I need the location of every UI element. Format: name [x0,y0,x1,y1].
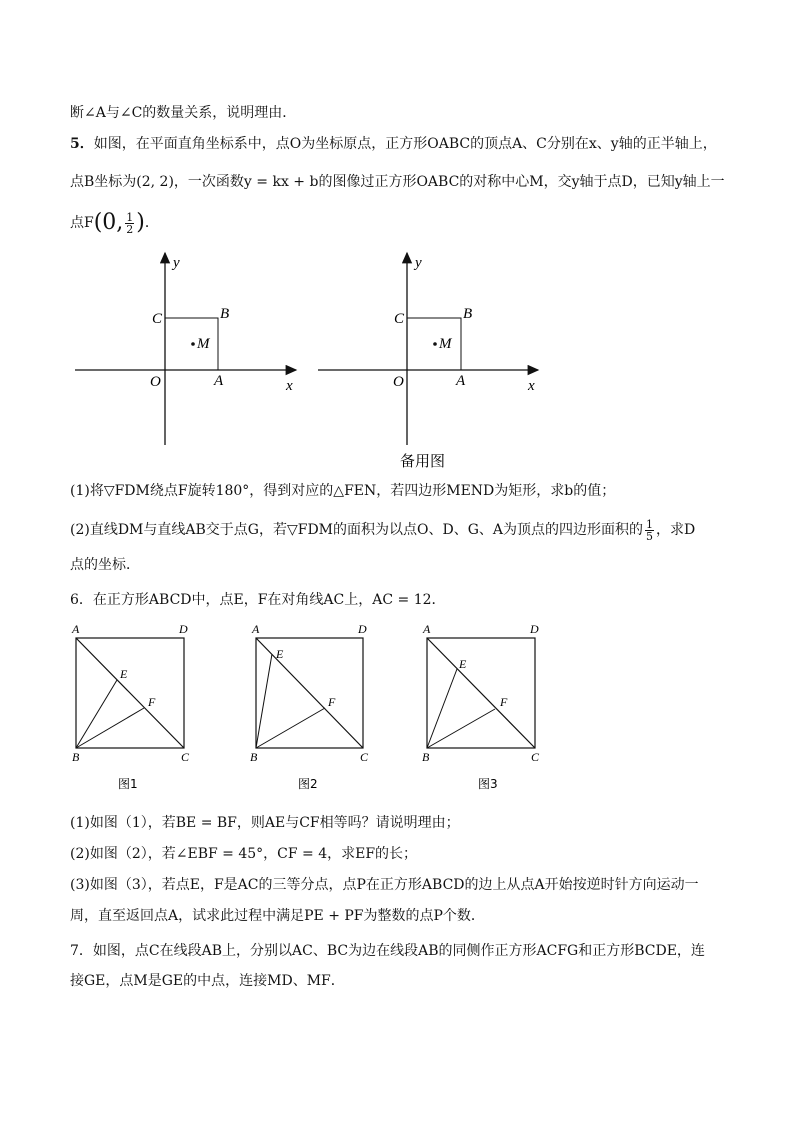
label-b-2: B [463,306,473,322]
q5-stem-line3 [70,208,724,238]
fig2-label-f: F [328,695,336,709]
fig1-label-a: A [72,622,80,636]
q5-coordinate-figure-1 [75,253,296,445]
q6-figures [0,618,794,798]
diagonal-ac-3 [427,638,535,748]
q5-sub2-line2: 点的坐标． [70,557,140,573]
label-a: A [214,373,224,389]
q5-f-close: ) [136,210,145,235]
q5-sub2-line1 [70,515,724,545]
label-x-2: x [528,378,535,394]
q5-number: 5． [70,136,94,152]
q5-line3-end: ． [144,215,159,231]
q6-sub1: (1)如图（1），若BE = BF，则AE与CF相等吗？请说明理由； [70,815,460,831]
q5-sub2-fraction [645,519,654,542]
segment-be-3 [427,669,457,748]
q6-figure-2 [250,622,369,791]
caption-fig2: 图2 [298,777,318,791]
q4-tail-text: 断∠A与∠C的数量关系，说明理由． [70,105,297,121]
label-m-2: M [439,336,452,352]
fig2-label-d: D [358,622,367,636]
q5-f-fraction [125,212,134,235]
fig3-label-f: F [500,695,508,709]
q5-text-line1: 如图，在平面直角坐标系中，点O为坐标原点，正方形OABC的顶点A、C分别在x、y轴的正半轴上， [93,136,717,152]
segment-be-2 [256,654,272,748]
label-b: B [220,306,230,322]
q7-line1: 7．如图，点C在线段AB上，分别以AC、BC为边在线段AB的同侧作正方形ACFG和正方形BCDE，连 [70,943,705,959]
point-m [191,342,195,346]
label-c-2: C [394,311,405,327]
label-c: C [152,311,163,327]
q5-stem-line2: 点B坐标为(2, 2)，一次函数y = kx + b的图像过正方形OABC的对称中心M，交y轴于点D，已知y轴上一 [70,174,725,190]
q5-coordinate-figure-2 [318,253,538,470]
q6-stem: 6．在正方形ABCD中，点E，F在对角线AC上，AC = 12． [70,592,446,608]
fig2-label-e: E [276,647,284,661]
q6-figure-3 [422,622,540,791]
q6-figure-1 [71,622,190,791]
fig1-label-c: C [181,750,190,764]
fig1-label-f: F [148,695,156,709]
q5-sub2-denominator: 5 [646,529,654,543]
segment-bf-1 [76,708,144,748]
q5-sub2-numerator: 1 [646,517,654,531]
q6-sub3-line1: (3)如图（3），若点E，F是AC的三等分点，点P在正方形ABCD的边上从点A开始按逆时针方向运动一 [70,877,699,893]
q5-sub2-end: ，求D [656,522,696,538]
label-y: y [173,255,180,271]
q5-f-open: (0, [93,210,124,235]
label-y-2: y [415,255,422,271]
label-x: x [286,378,293,394]
fig3-label-e: E [459,657,467,671]
fig1-label-b: B [72,750,80,764]
fig2-label-b: B [250,750,258,764]
q5-figures [0,245,794,475]
label-a-2: A [456,373,466,389]
caption-backup-figure: 备用图 [400,452,446,470]
q7-line2: 接GE，点M是GE的中点，连接MD、MF． [70,973,345,989]
diagonal-ac-1 [76,638,184,748]
label-o: O [150,374,161,390]
fig1-label-d: D [179,622,188,636]
point-m-2 [433,342,437,346]
label-m: M [197,336,210,352]
fig3-label-b: B [422,750,430,764]
q6-sub3-line2: 周，直至返回点A，试求此过程中满足PE + PF为整数的点P个数． [70,908,485,924]
segment-bf-3 [427,709,495,748]
q5-stem-line1 [70,134,724,154]
caption-fig1: 图1 [118,777,138,791]
q5-sub2-text: (2)直线DM与直线AB交于点G，若▽FDM的面积为以点O、D、G、A为顶点的四边形面积的 [70,522,644,538]
fig1-label-e: E [120,667,128,681]
q5-f-numerator: 1 [126,210,134,224]
q5-sub1: (1)将▽FDM绕点F旋转180°，得到对应的△FEN，若四边形MEND为矩形，求b的值； [70,483,616,499]
segment-bf-2 [256,708,325,748]
fig3-label-d: D [530,622,539,636]
fig2-label-a: A [252,622,260,636]
q6-sub2: (2)如图（2），若∠EBF = 45°，CF = 4，求EF的长； [70,846,418,862]
q5-f-denominator: 2 [126,222,134,236]
fig2-label-c: C [360,750,369,764]
caption-fig3: 图3 [478,777,498,791]
fig3-label-a: A [423,622,431,636]
fig3-label-c: C [531,750,540,764]
segment-be-1 [76,680,117,748]
q5-point-f-label: 点F [70,215,94,231]
label-o-2: O [393,374,404,390]
